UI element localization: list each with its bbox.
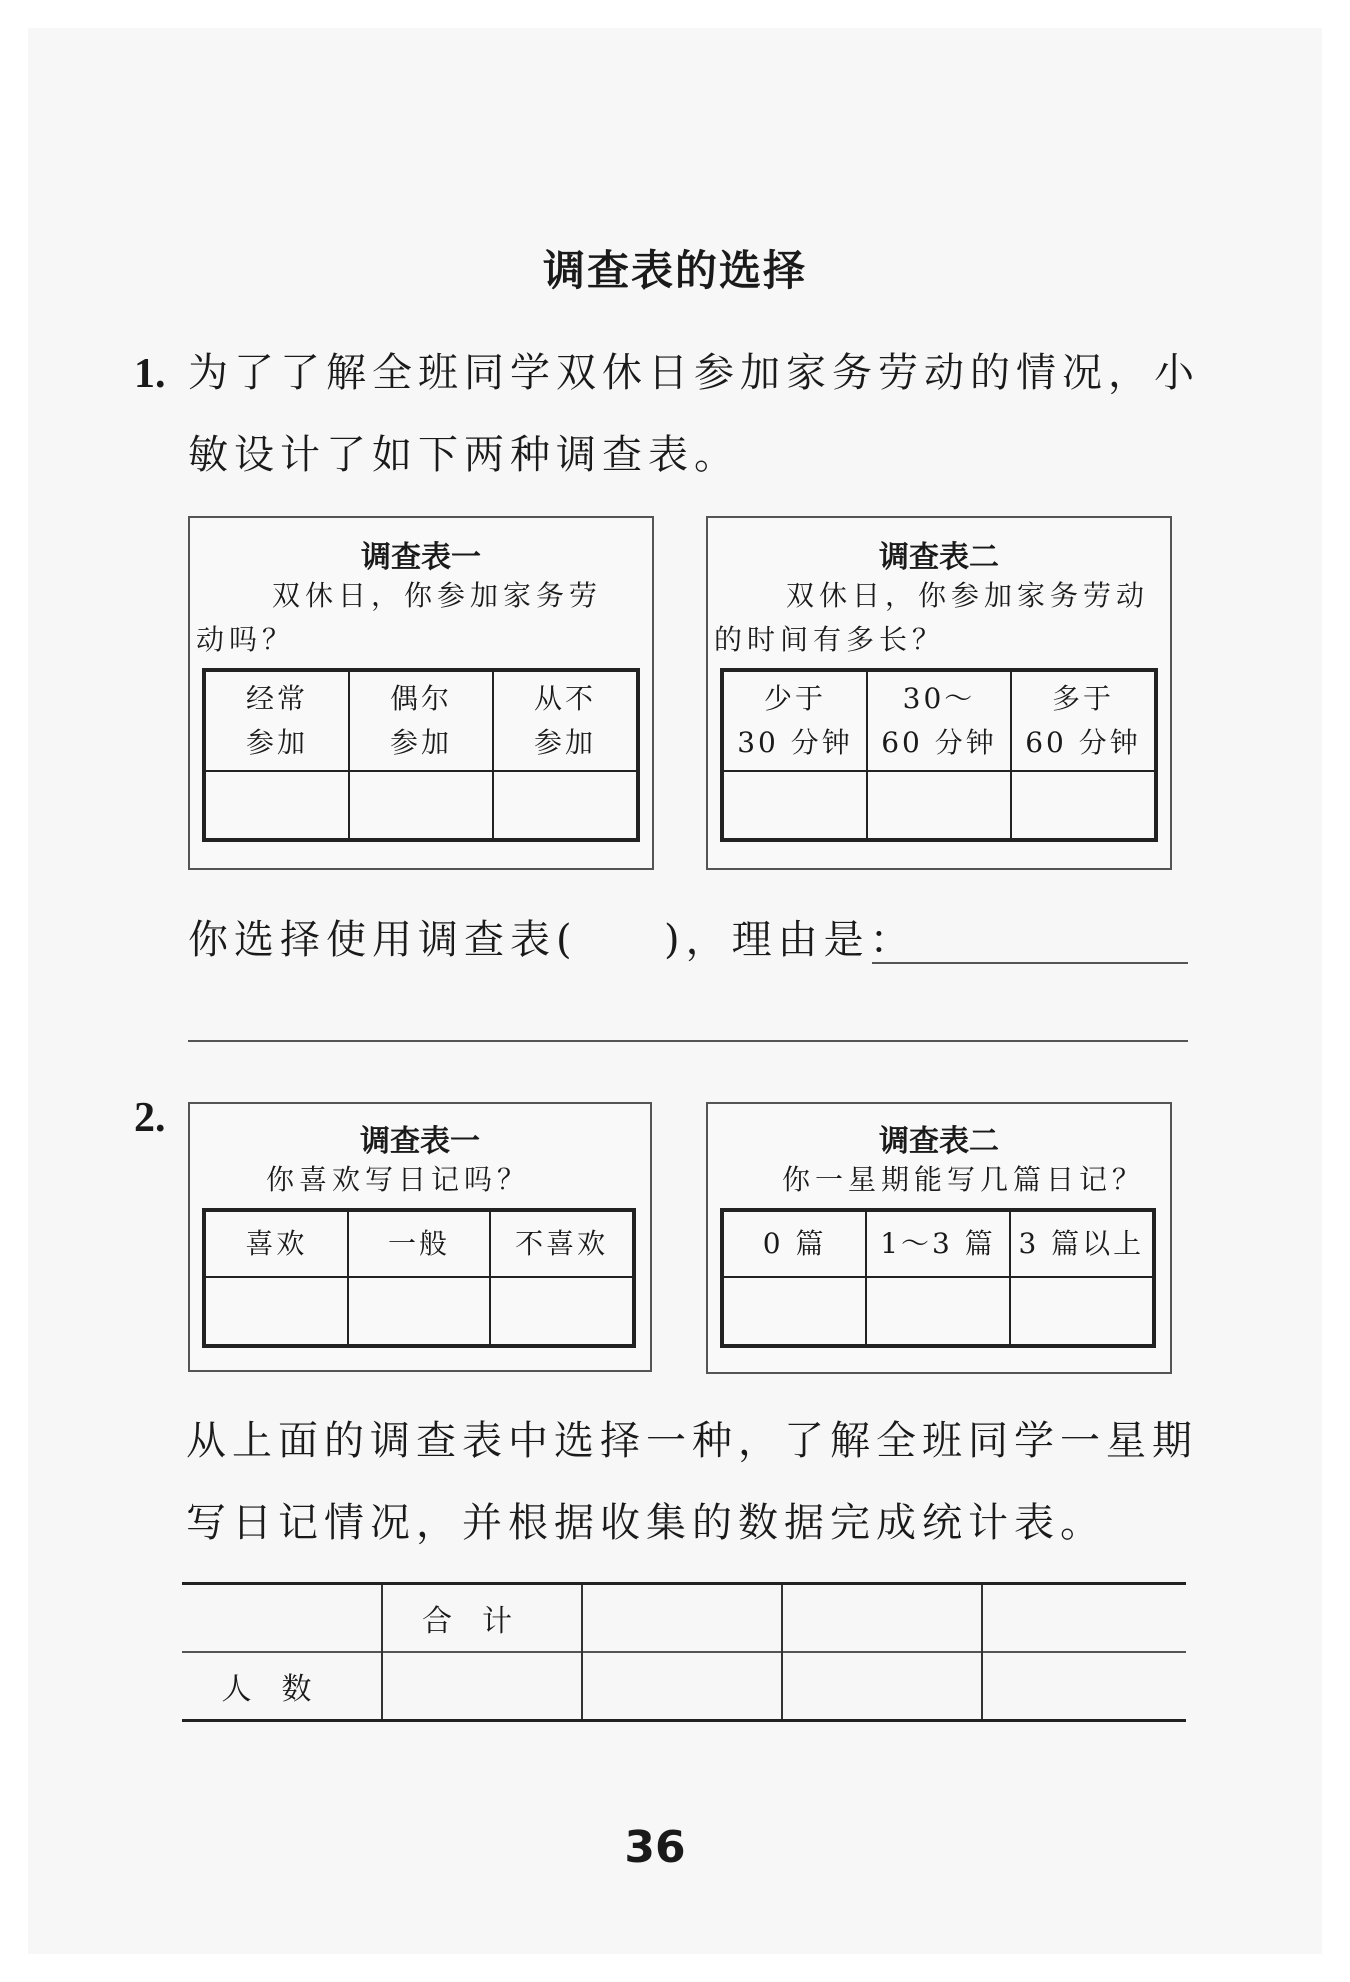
q1-table-1-option-2: 偶尔 参加 [349, 671, 493, 771]
q1-table-2-blank-cell-3[interactable] [1011, 771, 1155, 839]
q1-table-1-blank-cell-2[interactable] [349, 771, 493, 839]
stat-table-total-value-cell[interactable] [382, 1652, 582, 1721]
stat-table-value-cell-1[interactable] [582, 1652, 782, 1721]
q2-table-1-option-3: 不喜欢 [490, 1211, 633, 1277]
q2-table-1-blank-cell-3[interactable] [490, 1277, 633, 1345]
q2-table-1-question: 你喜欢写日记吗？ [266, 1163, 531, 1196]
q1-table-1-title: 调查表一 [361, 540, 481, 575]
q1-choice-blank[interactable] [574, 912, 664, 962]
stat-table-header-cell-3[interactable] [982, 1584, 1186, 1653]
question-1-line-2: 敏设计了如下两种调查表。 [188, 432, 740, 478]
q2-table-2-option-2: 1～3 篇 [866, 1211, 1009, 1277]
q2-table-1-blank-cell-1[interactable] [205, 1277, 348, 1345]
q2-table-1-option-1: 喜欢 [205, 1211, 348, 1277]
q1-table-2-option-2: 30～ 60 分钟 [867, 671, 1011, 771]
q2-table-2-blank-cell-1[interactable] [723, 1277, 866, 1345]
q1-table-1-question-line-2: 动吗？ [196, 623, 296, 656]
q1-table-1-blank-cell-1[interactable] [205, 771, 349, 839]
q1-survey-table-1 [188, 516, 654, 870]
q1-table-2-blank-cell-1[interactable] [723, 771, 867, 839]
q2-table-1-option-2: 一般 [348, 1211, 491, 1277]
q1-table-2-question-line-2: 的时间有多长？ [714, 623, 946, 656]
q1-table-2-option-1: 少于 30 分钟 [723, 671, 867, 771]
q2-table-1-blank-cell-2[interactable] [348, 1277, 491, 1345]
stat-table-header-cell-1[interactable] [582, 1584, 782, 1653]
q1-table-2-question-line-1: 双休日，你参加家务劳动 [786, 579, 1150, 612]
q2-table-2-question: 你一星期能写几篇日记？ [782, 1163, 1146, 1196]
stat-table-corner-cell [182, 1584, 382, 1653]
q2-statistics-table [182, 1582, 1186, 1722]
q1-table-2-options [722, 670, 1156, 840]
question-2-line-1: 从上面的调查表中选择一种，了解全班同学一星期 [186, 1418, 1198, 1464]
q1-table-1-blank-cell-3[interactable] [493, 771, 637, 839]
q2-table-1-options [204, 1210, 634, 1346]
q2-table-1-title: 调查表一 [360, 1124, 480, 1159]
q1-reason-line-1[interactable] [872, 962, 1188, 964]
stat-table-row-label: 人数 [182, 1652, 382, 1721]
q1-table-2-option-3: 多于 60 分钟 [1011, 671, 1155, 771]
q2-survey-table-1 [188, 1102, 652, 1372]
stat-table-header-total: 合计 [382, 1584, 582, 1653]
q2-table-2-options [722, 1210, 1154, 1346]
page-title: 调查表的选择 [542, 246, 807, 295]
question-1-number: 1. [134, 351, 166, 397]
q2-table-2-blank-cell-3[interactable] [1010, 1277, 1153, 1345]
q2-table-2-option-3: 3 篇以上 [1010, 1211, 1153, 1277]
q1-table-1-options [204, 670, 638, 840]
q1-table-1-question-line-1: 双休日，你参加家务劳 [272, 579, 603, 612]
q1-table-2-blank-cell-2[interactable] [867, 771, 1011, 839]
q1-answer-prompt-b: )，理由是： [664, 917, 916, 963]
stat-table-header-cell-2[interactable] [782, 1584, 982, 1653]
q1-survey-table-2 [706, 516, 1172, 870]
question-2-number: 2. [134, 1095, 166, 1141]
q2-survey-table-2 [706, 1102, 1172, 1374]
page-number: 36 [624, 1822, 686, 1873]
q2-table-2-option-1: 0 篇 [723, 1211, 866, 1277]
q1-table-2-title: 调查表二 [879, 540, 999, 575]
q1-table-1-option-1: 经常 参加 [205, 671, 349, 771]
stat-table-value-cell-3[interactable] [982, 1652, 1186, 1721]
stat-table-value-cell-2[interactable] [782, 1652, 982, 1721]
q2-table-2-title: 调查表二 [879, 1124, 999, 1159]
q2-table-2-blank-cell-2[interactable] [866, 1277, 1009, 1345]
question-2-line-2: 写日记情况，并根据收集的数据完成统计表。 [186, 1500, 1106, 1546]
q1-table-1-option-3: 从不 参加 [493, 671, 637, 771]
q1-reason-line-2[interactable] [188, 1040, 1188, 1042]
question-1-line-1: 为了了解全班同学双休日参加家务劳动的情况，小 [188, 350, 1200, 396]
q1-answer-prompt-a: 你选择使用调查表( [188, 917, 578, 963]
